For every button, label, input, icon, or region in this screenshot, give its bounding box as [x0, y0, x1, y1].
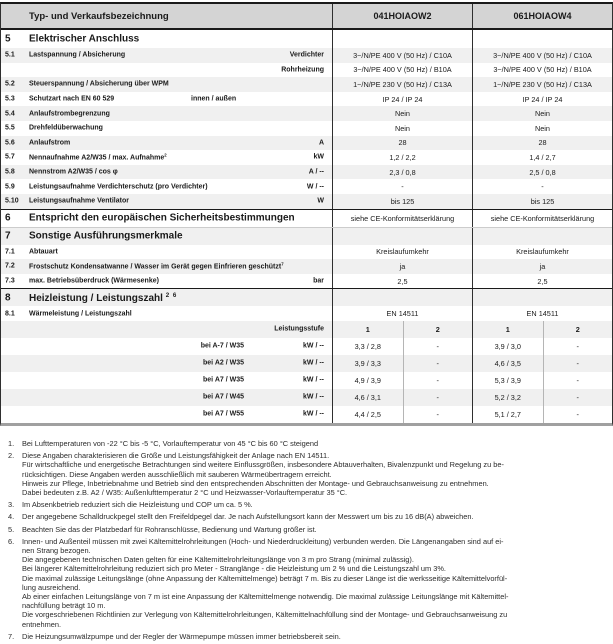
- footnote-line: Bei Lufttemperaturen von -22 °C bis -5 °C, Vorlauftemperatur von 45 °C bis 60 °C steigend: [22, 439, 319, 448]
- footnote-number: 3.: [8, 500, 15, 510]
- row-unit: kW / --: [303, 393, 324, 401]
- cell-product-2: [472, 289, 612, 306]
- cell-product-2: [472, 228, 612, 245]
- row-5.3: [1, 92, 612, 107]
- footnote-line: Die vorgeschriebenen Richtlinien zur Verlegung von Kältemittelrohrleitungen, Kältemittelnachfüllung sind der Montage- und Gebrauchsanweisung zu: [22, 610, 508, 620]
- row-label: Anlaufstrom: [29, 139, 71, 147]
- cell-product-1: [332, 338, 472, 355]
- cell-product-2: [472, 338, 612, 355]
- row-label: Schutzart nach EN 60 529: [29, 95, 115, 103]
- row-5.10: [1, 194, 612, 209]
- row-number: 5.3: [5, 95, 15, 103]
- footnote-line: Diese Angaben charakterisieren die Größe und Leistungsfähigkeit der Anlage nach EN 14511.: [22, 451, 330, 461]
- footnote-line: Innen- und Außenteil müssen mit zwei Kältemittelrohrleitungen (Hoch- und Niederdruckleitung) verbunden werden. Die Längenangaben sind auf ei-: [22, 536, 504, 546]
- row-5.5: [1, 121, 612, 136]
- row-unit: kW / --: [303, 359, 324, 367]
- row-label: Lastspannung / Absicherung: [29, 51, 126, 59]
- row-8.1: [1, 306, 612, 321]
- footnote-line: Beachten Sie das der Platzbedarf für Rohranschlüsse, Bedienung und Wartung größer ist.: [22, 524, 317, 534]
- row-unit: bar: [313, 277, 324, 285]
- value-stage2: -: [403, 389, 473, 406]
- footnote-text: [22, 512, 613, 521]
- row-label-cell: [1, 179, 332, 194]
- row-unit: A / --: [308, 168, 324, 176]
- cell-product-1: [332, 355, 472, 372]
- footnote-line: Ab einer einfachen Leitungslänge von 7 m ist eine Anpassung der Kältemittelmenge notwendig. Die maximal zulässige Leitungslänge mit Kältemittel-: [22, 592, 509, 602]
- row-unit: A: [318, 139, 324, 147]
- row-number: 5.7: [5, 153, 15, 161]
- row-condition: bei A-7 / W35: [200, 342, 244, 350]
- row-bei-a7-w55: [1, 406, 612, 423]
- row-label: Heizleistung / Leistungszahl $^{2 6}$: [29, 291, 178, 304]
- footnote-line: Bei längerer Kältemittelrohrleitung reduziert sich pro Meter - Stranglänge - die Heizleistung um 2 % und die Leistungszahl um 3%.: [22, 564, 446, 574]
- footnote-number: 7.: [8, 631, 15, 641]
- value-stage1: 1: [505, 324, 510, 334]
- row-label-cell: [1, 150, 332, 165]
- cell-product-2: 3~/N/PE 400 V (50 Hz) / C10A: [472, 48, 612, 63]
- footnote-3: [0, 500, 613, 509]
- row-label-cell: [1, 30, 332, 48]
- value-stage1: 5,2 / 3,2: [494, 392, 521, 402]
- row-5.7: [1, 150, 612, 165]
- row-unit: kW / --: [303, 342, 324, 350]
- cell-product-2: [472, 372, 612, 389]
- row-sublabel: innen / außen: [191, 95, 237, 103]
- row-label-cell: [1, 355, 332, 372]
- table-body: [1, 30, 612, 423]
- row-5.6: [1, 136, 612, 151]
- cell-product-2: IP 24 / IP 24: [472, 92, 612, 107]
- footnote-line: nachfüllung beträgt 10 m.: [22, 601, 106, 611]
- row-number: 5.9: [5, 183, 15, 191]
- header-title: Typ- und Verkaufsbezeichnung: [29, 10, 169, 22]
- row-label-cell: [1, 136, 332, 151]
- row-number: 5: [5, 33, 11, 45]
- row-label-cell: [1, 106, 332, 121]
- row-label: Anlaufstrombegrenzung: [29, 110, 110, 118]
- value-stage1: 4,4 / 2,5: [354, 409, 381, 419]
- cell-product-2: ja: [472, 259, 612, 274]
- row-label: Abtauart: [29, 248, 58, 256]
- cell-product-2: 1~/N/PE 230 V (50 Hz) / C13A: [472, 77, 612, 92]
- row-label: Sonstige Ausführungsmerkmale: [29, 230, 183, 242]
- value-stage1: 5,3 / 3,9: [494, 375, 521, 385]
- row-number: 8.1: [5, 310, 15, 318]
- row-label-cell: [1, 372, 332, 389]
- cell-product-1: Nein: [332, 106, 472, 121]
- product-column-1: 041HOIAOW2: [332, 4, 472, 28]
- row-label-cell: [1, 321, 332, 338]
- row-7.3: [1, 274, 612, 289]
- row-label-cell: [1, 194, 332, 209]
- footnote-1: [0, 439, 613, 448]
- footnote-line: rücksichtigen. Diese Angaben werden ausschließlich mit sauberen Wärmeübertragern erreicht.: [22, 469, 332, 479]
- row-unit: Leistungsstufe: [274, 325, 324, 333]
- row-condition: bei A2 / W35: [203, 359, 244, 367]
- cell-product-1: 2,5: [332, 274, 472, 289]
- cell-product-1: siehe CE-Konformitätserklärung: [332, 210, 472, 227]
- row-number: 7.2: [5, 262, 15, 270]
- cell-product-1: -: [332, 179, 472, 194]
- row-label-cell: [1, 121, 332, 136]
- value-stage1: 3,9 / 3,3: [354, 358, 381, 368]
- cell-product-2: EN 14511: [472, 306, 612, 321]
- row-label: Elektrischer Anschluss: [29, 33, 140, 45]
- value-stage2: -: [543, 389, 613, 406]
- value-stage1: 3,3 / 2,8: [354, 341, 381, 351]
- cell-product-1: [332, 372, 472, 389]
- value-stage2: -: [543, 338, 613, 355]
- row-label-cell: [1, 289, 332, 306]
- cell-product-1: EN 14511: [332, 306, 472, 321]
- cell-product-1: 3~/N/PE 400 V (50 Hz) / C10A: [332, 48, 472, 63]
- row-unit: kW: [313, 153, 324, 161]
- row-label-cell: [1, 338, 332, 355]
- row-unit: W / --: [306, 183, 324, 191]
- row-6: [1, 209, 612, 227]
- row-number: 5.4: [5, 110, 15, 118]
- row-bei-a7-w45: [1, 389, 612, 406]
- row-label-cell: [1, 210, 332, 227]
- row-5: [1, 30, 612, 48]
- footnote-line: Die Heizungsumwälzpumpe und der Regler der Wärmepumpe müssen immer betriebsbereit sein.: [22, 631, 341, 641]
- footnote-text: [22, 537, 613, 629]
- footnote-5: [0, 525, 613, 534]
- row-label-cell: [1, 389, 332, 406]
- row-label-cell: [1, 245, 332, 260]
- cell-product-2: 28: [472, 136, 612, 151]
- cell-product-2: [472, 321, 612, 338]
- cell-product-1: 3~/N/PE 400 V (50 Hz) / B10A: [332, 63, 472, 78]
- value-stage2: -: [543, 406, 613, 423]
- cell-product-2: siehe CE-Konformitätserklärung: [472, 210, 612, 227]
- value-stage2: 2: [543, 321, 613, 338]
- cell-product-1: Nein: [332, 121, 472, 136]
- footnote-text: [22, 451, 613, 497]
- cell-product-2: Nein: [472, 121, 612, 136]
- value-stage2: -: [403, 406, 473, 423]
- row-5.2: [1, 77, 612, 92]
- row-label-cell: [1, 306, 332, 321]
- row-unit: Verdichter: [289, 51, 324, 59]
- value-stage1: 1: [365, 324, 370, 334]
- value-stage2: -: [403, 355, 473, 372]
- row-label-cell: [1, 48, 332, 63]
- cell-product-2: Nein: [472, 106, 612, 121]
- row-number: 5.8: [5, 168, 15, 176]
- footnote-line: Im Absenkbetrieb reduziert sich die Heizleistung und COP um ca. 5 %.: [22, 500, 253, 510]
- cell-product-1: IP 24 / IP 24: [332, 92, 472, 107]
- spec-table: [0, 2, 613, 426]
- footnote-text: [22, 525, 613, 534]
- row-number: 5.10: [5, 197, 19, 205]
- row-number: 5.1: [5, 51, 15, 59]
- value-stage2: -: [543, 372, 613, 389]
- row-number: 6: [5, 212, 11, 224]
- value-stage1: 4,6 / 3,5: [494, 358, 521, 368]
- cell-product-1: 28: [332, 136, 472, 151]
- cell-product-1: 1,2 / 2,2: [332, 150, 472, 165]
- cell-product-2: bis 125: [472, 194, 612, 209]
- row-label: Leistungsaufnahme Ventilator: [29, 197, 129, 205]
- footnote-number: 1.: [8, 439, 15, 448]
- footnotes: [0, 439, 613, 644]
- row-number: 7.1: [5, 248, 15, 256]
- row-8: [1, 288, 612, 306]
- cell-product-2: [472, 30, 612, 48]
- row-7.1: [1, 245, 612, 260]
- row-label: Steuerspannung / Absicherung über WPM: [29, 80, 169, 88]
- footnote-line: Die angegebenen technischen Daten gelten für eine Kältemittelrohrleitungslänge von 3 m pro Strang (minimal zulässig).: [22, 555, 414, 565]
- row-label-cell: [1, 228, 332, 245]
- row-5.9: [1, 179, 612, 194]
- row-condition: bei A7 / W35: [203, 376, 244, 384]
- cell-product-1: 1~/N/PE 230 V (50 Hz) / C13A: [332, 77, 472, 92]
- row-leistungsstufe: [1, 321, 612, 338]
- row-label: Nennstrom A2/W35 / cos φ: [29, 168, 118, 176]
- row-5.4: [1, 106, 612, 121]
- footnote-line: Die maximal zulässige Leitungslänge (ohne Anpassung der Kältemittelmenge) beträgt 7 m. Bis zu dieser Länge ist die werksseitige Kältemittelvorfül-: [22, 573, 508, 583]
- footnote-number: 4.: [8, 512, 15, 522]
- footnote-line: Hinweis zur Pflege, Inbetriebnahme und Betrieb sind den entsprechenden Abschnitten der Montage- und Gebrauchsanweisung zu entnehmen.: [22, 478, 489, 488]
- row-label-cell: [1, 63, 332, 78]
- cell-product-1: [332, 321, 472, 338]
- footnote-line: Für wirtschaftliche und energetische Betrachtungen sind weitere Einflussgrößen, insbesondere Abtauverhalten, Bivalenzpunkt und Regelung zu be-: [22, 460, 504, 470]
- cell-product-2: 2,5: [472, 274, 612, 289]
- row-7: [1, 227, 612, 245]
- table-header-row: [1, 4, 612, 30]
- footnote-line: nen Strang bezogen.: [22, 546, 91, 556]
- cell-product-1: 2,3 / 0,8: [332, 165, 472, 180]
- row-number: 5.5: [5, 124, 15, 132]
- row-5.1: [1, 48, 612, 63]
- cell-product-2: -: [472, 179, 612, 194]
- row-number: 8: [5, 292, 11, 304]
- row-label: Wärmeleistung / Leistungszahl: [29, 310, 132, 318]
- footnote-line: entnehmen.: [22, 619, 62, 629]
- footnote-4: [0, 512, 613, 521]
- row-5.8: [1, 165, 612, 180]
- cell-product-1: Kreislaufumkehr: [332, 245, 472, 260]
- row-unit: kW / --: [303, 410, 324, 418]
- row-unit: kW / --: [303, 376, 324, 384]
- cell-product-2: 2,5 / 0,8: [472, 165, 612, 180]
- footnote-6: [0, 537, 613, 629]
- cell-product-1: bis 125: [332, 194, 472, 209]
- row-label: Nennaufnahme A2/W35 / max. Aufnahme$^2$: [29, 152, 168, 163]
- cell-product-1: [332, 289, 472, 306]
- row-number: 5.6: [5, 139, 15, 147]
- row-label-cell: [1, 406, 332, 423]
- row-unit: W: [317, 197, 324, 205]
- footnote-text: [22, 632, 613, 641]
- cell-product-2: [472, 389, 612, 406]
- row-rohrheizung: [1, 63, 612, 78]
- cell-product-2: Kreislaufumkehr: [472, 245, 612, 260]
- cell-product-1: ja: [332, 259, 472, 274]
- footnote-line: Der angegebene Schalldruckpegel stellt den Freifeldpegel dar. Je nach Aufstellungsort kann der Messwert um bis zu 16 dB(A) abweichen.: [22, 512, 474, 522]
- row-label: Frostschutz Kondensatwanne / Wasser im Gerät gegen Einfrieren geschützt$^7$: [29, 261, 285, 272]
- row-label-cell: [1, 259, 332, 274]
- cell-product-2: [472, 355, 612, 372]
- row-bei-a7-w35: [1, 372, 612, 389]
- row-condition: bei A7 / W55: [203, 410, 244, 418]
- footnote-number: 5.: [8, 524, 15, 534]
- cell-product-1: [332, 389, 472, 406]
- footnote-line: lung ausreichend.: [22, 582, 81, 592]
- row-label-cell: [1, 77, 332, 92]
- row-number: 7: [5, 230, 11, 242]
- row-bei-a2-w35: [1, 355, 612, 372]
- row-label-cell: [1, 92, 332, 107]
- footnote-number: 6.: [8, 536, 15, 546]
- row-label: Drehfeldüberwachung: [29, 124, 103, 132]
- row-label: max. Betriebsüberdruck (Wärmesenke): [29, 277, 159, 285]
- footnote-7: [0, 632, 613, 641]
- row-bei-a-7-w35: [1, 338, 612, 355]
- row-label: Leistungsaufnahme Verdichterschutz (pro Verdichter): [29, 183, 208, 191]
- value-stage2: 2: [403, 321, 473, 338]
- footnote-text: [22, 439, 613, 448]
- row-number: 5.2: [5, 80, 15, 88]
- row-7.2: [1, 259, 612, 274]
- cell-product-2: [472, 406, 612, 423]
- cell-product-1: [332, 406, 472, 423]
- row-condition: bei A7 / W45: [203, 393, 244, 401]
- row-number: 7.3: [5, 277, 15, 285]
- cell-product-2: 3~/N/PE 400 V (50 Hz) / B10A: [472, 63, 612, 78]
- footnote-text: [22, 500, 613, 509]
- row-unit: Rohrheizung: [281, 66, 324, 74]
- value-stage2: -: [543, 355, 613, 372]
- row-label-cell: [1, 274, 332, 289]
- footnote-number: 2.: [8, 451, 15, 461]
- row-label: Entspricht den europäischen Sicherheitsbestimmungen: [29, 212, 295, 224]
- cell-product-1: [332, 30, 472, 48]
- value-stage1: 3,9 / 3,0: [494, 341, 521, 351]
- value-stage1: 4,9 / 3,9: [354, 375, 381, 385]
- value-stage2: -: [403, 338, 473, 355]
- footnote-2: [0, 451, 613, 497]
- cell-product-2: 1,4 / 2,7: [472, 150, 612, 165]
- value-stage1: 5,1 / 2,7: [494, 409, 521, 419]
- value-stage1: 4,6 / 3,1: [354, 392, 381, 402]
- value-stage2: -: [403, 372, 473, 389]
- product-column-2: 061HOIAOW4: [472, 4, 612, 28]
- footnote-line: Dabei bedeuten z.B. A2 / W35: Außenlufttemperatur 2 °C und Heizwasser-Vorlauftemperatur 35 °C.: [22, 488, 348, 498]
- cell-product-1: [332, 228, 472, 245]
- row-label-cell: [1, 165, 332, 180]
